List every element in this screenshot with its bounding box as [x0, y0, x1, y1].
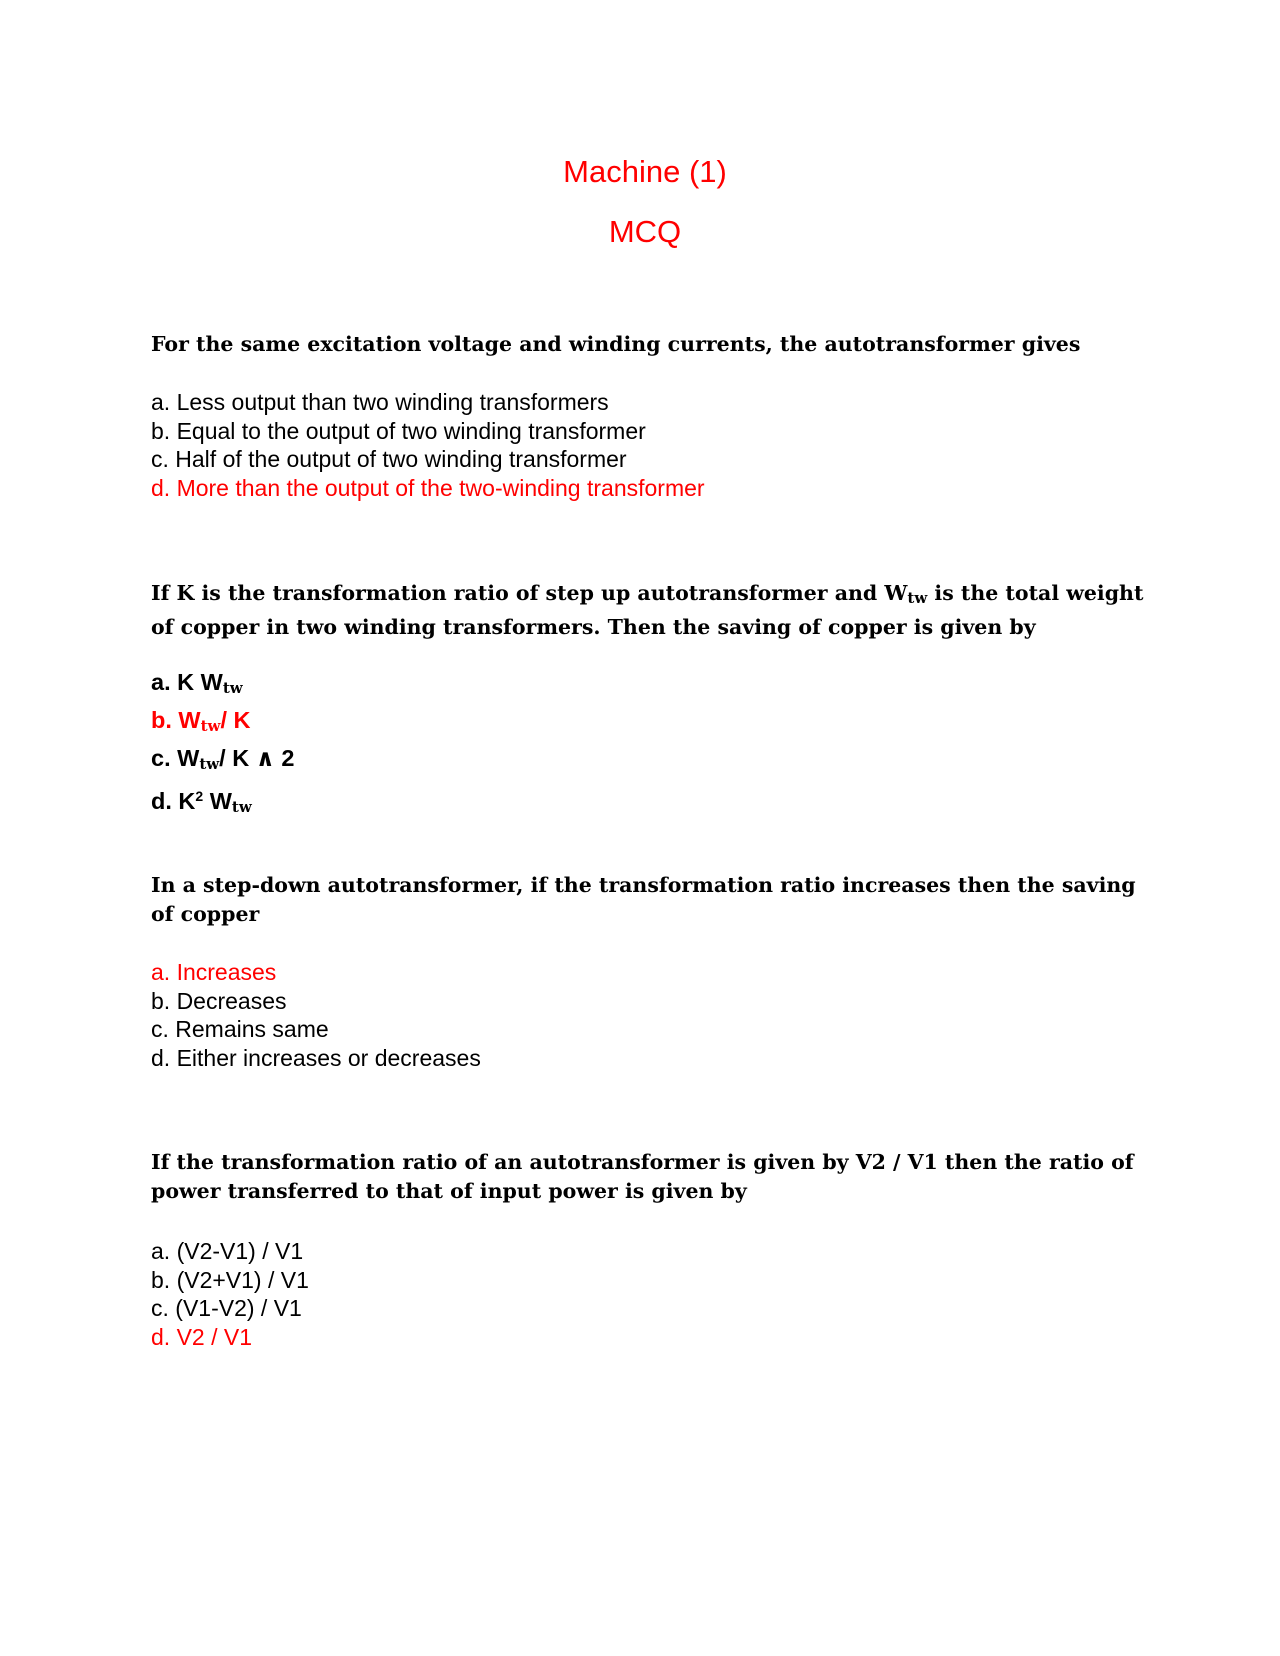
option-2b-answer [151, 704, 294, 742]
option-3a-answer: a. Increases [151, 959, 277, 985]
question-2-text [151, 579, 1151, 642]
option-4b: b. (V2+V1) / V1 [151, 1266, 309, 1293]
option-2c-prefix: c. W [151, 745, 200, 771]
option-2c-suffix: / K ∧ 2 [219, 745, 295, 771]
page-title: Machine (1) [563, 154, 727, 189]
question-4-options [151, 1237, 309, 1351]
option-2c-subscript: tw [199, 755, 220, 773]
option-4d-answer: d. V2 / V1 [151, 1323, 253, 1350]
question-1-options [151, 388, 705, 502]
question-4-text: If the transformation ratio of an autotransformer is given by V2 / V1 then the ratio of power transferred to that of input power is given by [151, 1150, 1134, 1203]
option-2d-superscript: 2 [195, 788, 204, 804]
option-2a-prefix: a. K W [151, 669, 223, 695]
option-2d-mid: W [203, 788, 232, 814]
question-2-text-subscript: tw [907, 589, 928, 607]
option-2a-subscript: tw [222, 679, 243, 697]
option-1b: b. Equal to the output of two winding transformer [151, 417, 646, 444]
option-2d-prefix: d. K [151, 788, 196, 814]
question-3-text: In a step-down autotransformer, if the transformation ratio increases then the saving of copper [151, 873, 1136, 926]
question-3-options [151, 958, 481, 1072]
page-subtitle: MCQ [608, 214, 682, 249]
option-2d-subscript: tw [231, 798, 252, 816]
option-2b-prefix: b. W [151, 707, 201, 733]
question-2-text-part2: is the total weight of copper in two winding transformers. Then the saving of copper is given by [151, 581, 1144, 639]
option-3c: c. Remains same [151, 1016, 329, 1042]
option-2d [151, 780, 294, 823]
option-3d: d. Either increases or decreases [151, 1044, 481, 1071]
option-2c [151, 742, 294, 780]
option-2b-subscript: tw [200, 717, 221, 735]
option-3b: b. Decreases [151, 987, 287, 1014]
option-1d-answer: d. More than the output of the two-winding transformer [151, 474, 705, 501]
question-2-text-part1: If K is the transformation ratio of step up autotransformer and W [151, 581, 908, 605]
option-2b-suffix: / K [220, 707, 251, 733]
question-1-text: For the same excitation voltage and winding currents, the autotransformer gives [151, 332, 1081, 356]
option-1c: c. Half of the output of two winding transformer [151, 446, 627, 472]
option-2a [151, 666, 294, 704]
option-4c: c. (V1-V2) / V1 [151, 1295, 302, 1321]
option-4a: a. (V2-V1) / V1 [151, 1238, 304, 1264]
option-1a: a. Less output than two winding transformers [151, 389, 609, 415]
question-2-options [151, 666, 294, 823]
